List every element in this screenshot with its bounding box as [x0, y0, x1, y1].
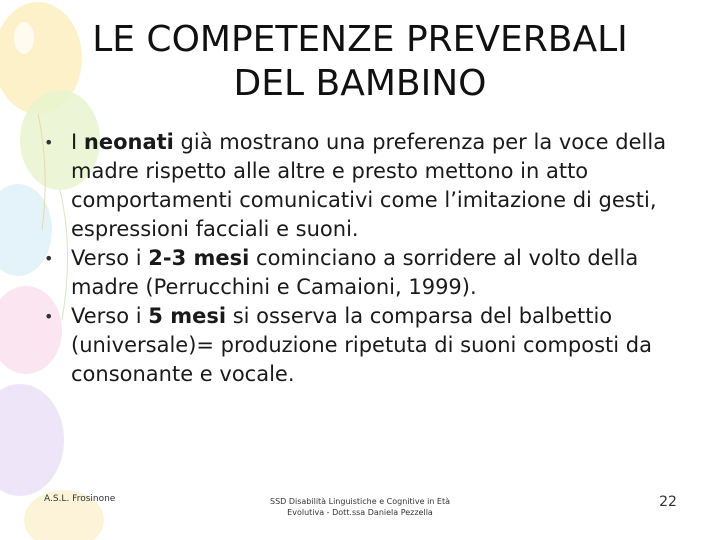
balloon-yellow-highlight	[14, 22, 34, 54]
bullet-marker: •	[44, 249, 54, 268]
bullet-marker: •	[44, 133, 54, 152]
title-line-2: DEL BAMBINO	[233, 63, 487, 104]
bullet-list	[44, 128, 674, 389]
bullet-item-5-mesi	[44, 302, 674, 389]
bullet-text: già mostrano una preferenza per la voce della madre rispetto alle altre e presto mettono in atto comportamenti comunicativi come l’imitazione di gesti, espressioni facciali e suoni.	[71, 130, 667, 241]
bullet-text: Verso i	[71, 246, 149, 270]
footer-department	[255, 496, 465, 518]
bullet-marker: •	[44, 307, 54, 326]
slide-title	[40, 18, 680, 106]
footer-department-line-1: SSD Disabilità Linguistiche e Cognitive in Età	[269, 497, 451, 506]
balloon-lavender	[0, 384, 64, 496]
bullet-emphasis: neonati	[83, 130, 174, 154]
title-line-1: LE COMPETENZE PREVERBALI	[92, 19, 628, 60]
bullet-text: cominciano a sorridere al volto della madre (Perrucchini e Camaioni, 1999).	[71, 246, 639, 299]
footer-department-line-2: Evolutiva - Dott.ssa Daniela Pezzella	[287, 508, 433, 517]
bullet-emphasis: 5 mesi	[148, 304, 227, 328]
bullet-text: I	[71, 130, 84, 154]
bullet-item-2-3-mesi	[44, 244, 674, 302]
page-number: 22	[659, 494, 677, 510]
footer-organization: A.S.L. Frosinone	[44, 494, 116, 504]
bullet-text: si osserva la comparsa del balbettio (universale)= produzione ripetuta di suoni composti da consonante e vocale.	[71, 304, 652, 386]
bullet-item-neonati	[44, 128, 674, 244]
bullet-emphasis: 2-3 mesi	[148, 246, 250, 270]
bullet-text: Verso i	[71, 304, 149, 328]
